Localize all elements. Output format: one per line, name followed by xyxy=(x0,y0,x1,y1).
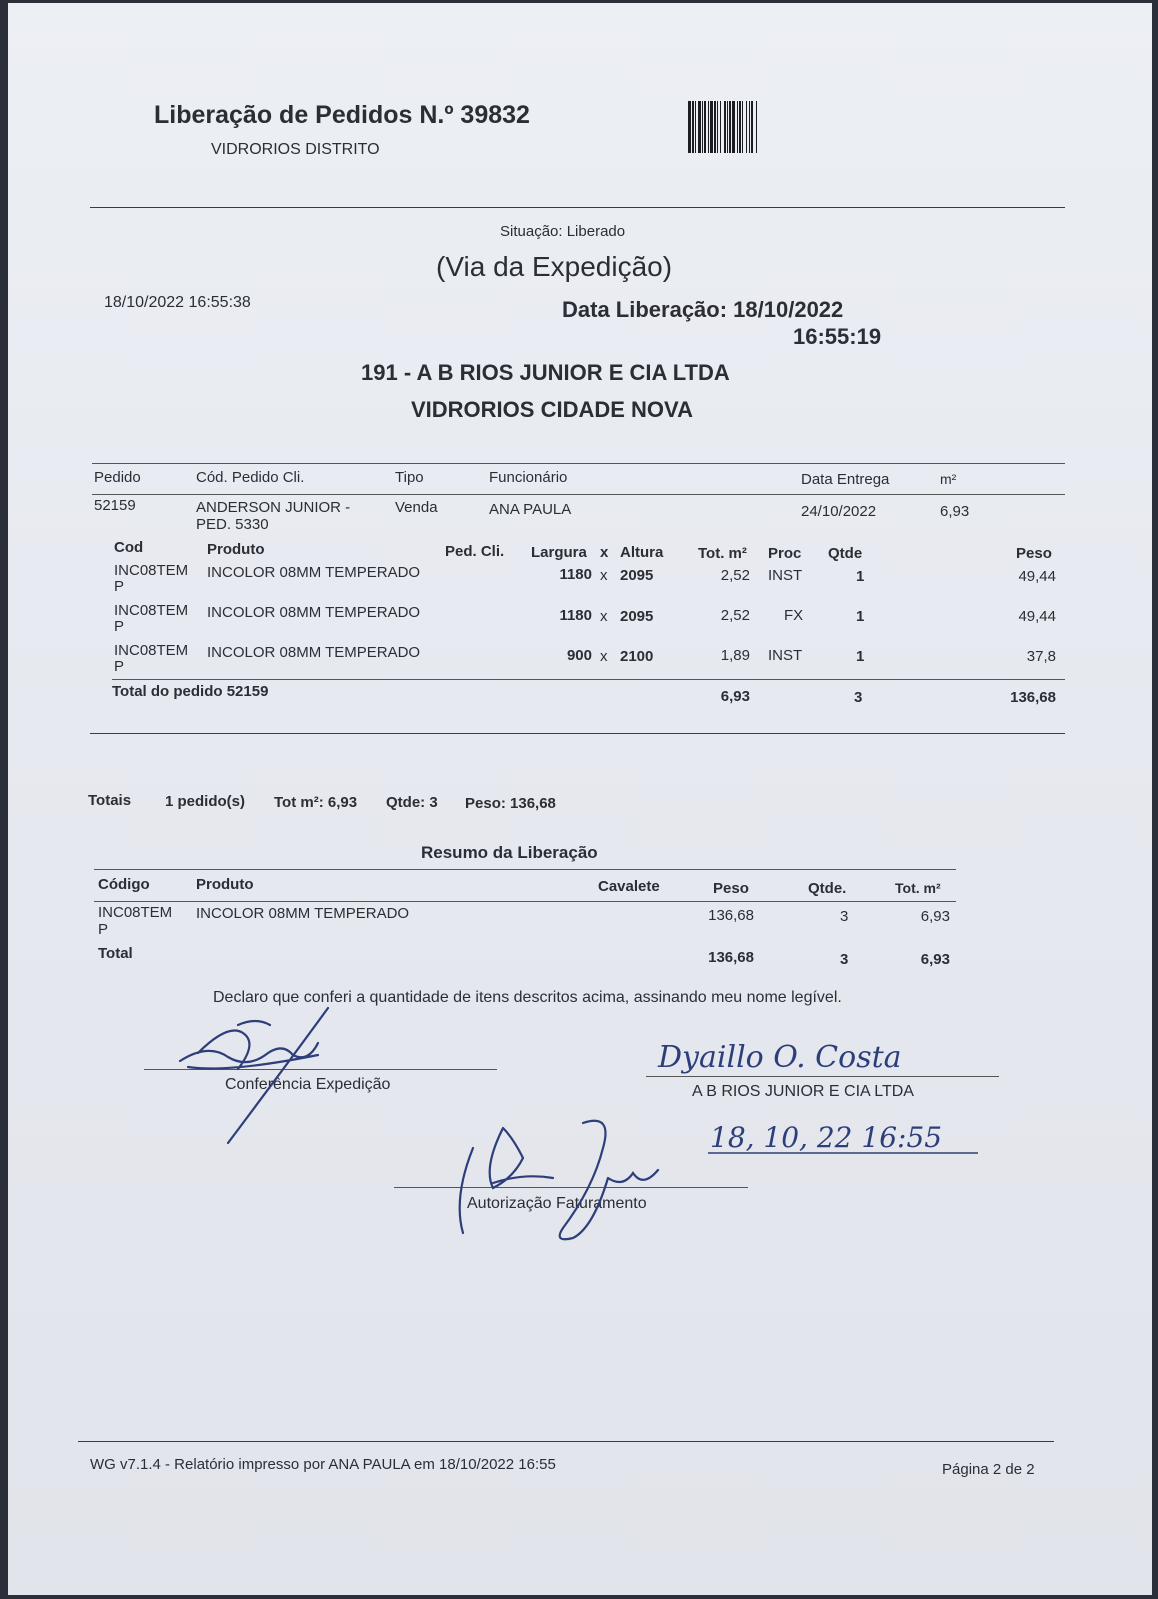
item-x: x xyxy=(600,608,608,625)
summary-top-line xyxy=(94,869,956,870)
item-tot-m2: 2,52 xyxy=(720,567,750,584)
item-height: 2100 xyxy=(620,648,654,665)
totals-label: Totais xyxy=(88,792,132,809)
item-proc: INST xyxy=(768,567,803,584)
item-proc: INST xyxy=(768,647,803,664)
client-name: 191 - A B RIOS JUNIOR E CIA LTDA xyxy=(361,360,730,385)
order-total-m2: 6,93 xyxy=(720,688,750,705)
order-total-peso: 136,68 xyxy=(1010,689,1056,706)
item-code: INC08TEM xyxy=(114,642,189,659)
document-page xyxy=(8,3,1152,1595)
handwritten-date-drawing xyxy=(698,1111,998,1161)
item-product: INCOLOR 08MM TEMPERADO xyxy=(207,564,421,581)
summary-header-produto: Produto xyxy=(196,876,254,893)
items-header-proc: Proc xyxy=(768,545,802,562)
company-name: VIDRORIOS DISTRITO xyxy=(211,141,380,158)
employee-name: ANA PAULA xyxy=(489,501,572,518)
totals-peso: Peso: 136,68 xyxy=(465,795,556,812)
item-height: 2095 xyxy=(620,567,654,584)
order-type: Venda xyxy=(395,499,438,516)
item-code-cont: P xyxy=(114,658,125,675)
via-title: (Via da Expedição) xyxy=(436,251,673,282)
order-m2: 6,93 xyxy=(940,503,970,520)
barcode-bar xyxy=(757,101,758,153)
summary-header-cavalete: Cavalete xyxy=(598,878,660,895)
document-title: Liberação de Pedidos N.º 39832 xyxy=(154,101,530,129)
items-header-largura: Largura xyxy=(531,544,587,561)
summary-header-tot-m2: Tot. m² xyxy=(895,880,941,896)
item-qtde: 1 xyxy=(856,568,865,585)
summary-tot-m2: 6,93 xyxy=(920,908,950,925)
item-code-cont: P xyxy=(114,578,125,595)
col-header-data-entrega: Data Entrega xyxy=(801,471,890,488)
summary-code: INC08TEM xyxy=(98,904,173,921)
item-peso: 49,44 xyxy=(1018,568,1056,585)
col-header-pedido: Pedido xyxy=(94,469,141,486)
summary-total-peso: 136,68 xyxy=(708,949,754,966)
summary-total-qtde: 3 xyxy=(840,951,849,968)
item-proc: FX xyxy=(784,607,804,624)
page-number: Página 2 de 2 xyxy=(942,1461,1035,1478)
totals-orders: 1 pedido(s) xyxy=(165,793,246,810)
footer-report-info: WG v7.1.4 - Relatório impresso por ANA PAULA em 18/10/2022 16:55 xyxy=(90,1456,556,1473)
handwritten-date: 18, 10, 22 16:55 xyxy=(710,1121,943,1154)
signature-label-conferencia: Conferência Expedição xyxy=(225,1076,391,1093)
signature-client-handwriting xyxy=(648,1023,948,1083)
summary-header-line xyxy=(94,901,956,902)
item-code: INC08TEM xyxy=(114,602,189,619)
col-header-m2: m² xyxy=(940,471,957,487)
summary-product: INCOLOR 08MM TEMPERADO xyxy=(196,905,410,922)
signature-label-autorizacao: Autorização Faturamento xyxy=(467,1195,647,1212)
totals-m2: Tot m²: 6,93 xyxy=(274,794,358,811)
release-time: 16:55:19 xyxy=(793,324,882,349)
summary-header-qtde: Qtde. xyxy=(808,880,847,897)
items-header-x: x xyxy=(600,544,609,561)
header-line xyxy=(92,494,1065,495)
status-text: Situação: Liberado xyxy=(500,223,626,240)
summary-peso: 136,68 xyxy=(708,907,754,924)
declaration-text: Declaro que conferi a quantidade de itens descritos acima, assinando meu nome legível. xyxy=(213,989,842,1006)
printed-timestamp: 18/10/2022 16:55:38 xyxy=(104,294,251,311)
summary-total-m2: 6,93 xyxy=(920,951,950,968)
item-x: x xyxy=(600,648,608,665)
col-header-tipo: Tipo xyxy=(395,469,424,486)
items-header-tot-m2: Tot. m² xyxy=(698,545,747,562)
summary-header-peso: Peso xyxy=(713,880,749,897)
client-store: VIDRORIOS CIDADE NOVA xyxy=(411,397,693,422)
item-peso: 37,8 xyxy=(1026,648,1056,665)
summary-header-codigo: Código xyxy=(98,876,150,893)
item-product: INCOLOR 08MM TEMPERADO xyxy=(207,604,421,621)
totals-qtde: Qtde: 3 xyxy=(386,794,438,811)
items-header-altura: Altura xyxy=(620,544,664,561)
order-number: 52159 xyxy=(94,497,136,514)
items-header-cod: Cod xyxy=(114,539,144,556)
signature-autorizacao-handwriting xyxy=(443,1108,673,1248)
total-line xyxy=(112,679,1065,680)
divider xyxy=(90,733,1065,734)
footer-divider xyxy=(78,1441,1054,1442)
divider xyxy=(90,207,1065,208)
item-code-cont: P xyxy=(114,618,125,635)
summary-code-cont: P xyxy=(98,921,109,938)
signature-conferencia-handwriting xyxy=(168,1003,338,1153)
col-header-funcionario: Funcionário xyxy=(489,469,568,486)
item-tot-m2: 2,52 xyxy=(720,607,750,624)
signature-label-client: A B RIOS JUNIOR E CIA LTDA xyxy=(692,1083,914,1100)
item-width: 1180 xyxy=(559,566,592,583)
order-total-label: Total do pedido 52159 xyxy=(112,683,269,700)
delivery-date: 24/10/2022 xyxy=(801,503,877,520)
items-header-produto: Produto xyxy=(207,541,265,558)
item-peso: 49,44 xyxy=(1018,608,1056,625)
item-qtde: 1 xyxy=(856,608,865,625)
summary-title: Resumo da Liberação xyxy=(421,843,598,862)
item-width: 900 xyxy=(566,647,592,664)
items-header-qtde: Qtde xyxy=(828,545,863,562)
barcode xyxy=(688,101,863,153)
col-header-cod-pedido-cli: Cód. Pedido Cli. xyxy=(196,469,305,486)
item-tot-m2: 1,89 xyxy=(720,647,750,664)
table-top-line xyxy=(92,463,1065,464)
order-total-qtde: 3 xyxy=(854,689,863,706)
items-header-peso: Peso xyxy=(1016,545,1052,562)
summary-total-label: Total xyxy=(98,945,133,962)
item-height: 2095 xyxy=(620,608,654,625)
summary-qtde: 3 xyxy=(840,908,849,925)
handwritten-name: Dyaillo O. Costa xyxy=(658,1040,902,1075)
release-date: Data Liberação: 18/10/2022 xyxy=(562,297,844,322)
items-header-ped-cli: Ped. Cli. xyxy=(445,543,505,560)
item-x: x xyxy=(600,567,608,584)
item-width: 1180 xyxy=(559,607,592,624)
item-product: INCOLOR 08MM TEMPERADO xyxy=(207,644,421,661)
client-order-code-2: PED. 5330 xyxy=(196,516,269,533)
client-order-code: ANDERSON JUNIOR - xyxy=(196,499,351,516)
item-qtde: 1 xyxy=(856,648,865,665)
item-code: INC08TEM xyxy=(114,562,189,579)
